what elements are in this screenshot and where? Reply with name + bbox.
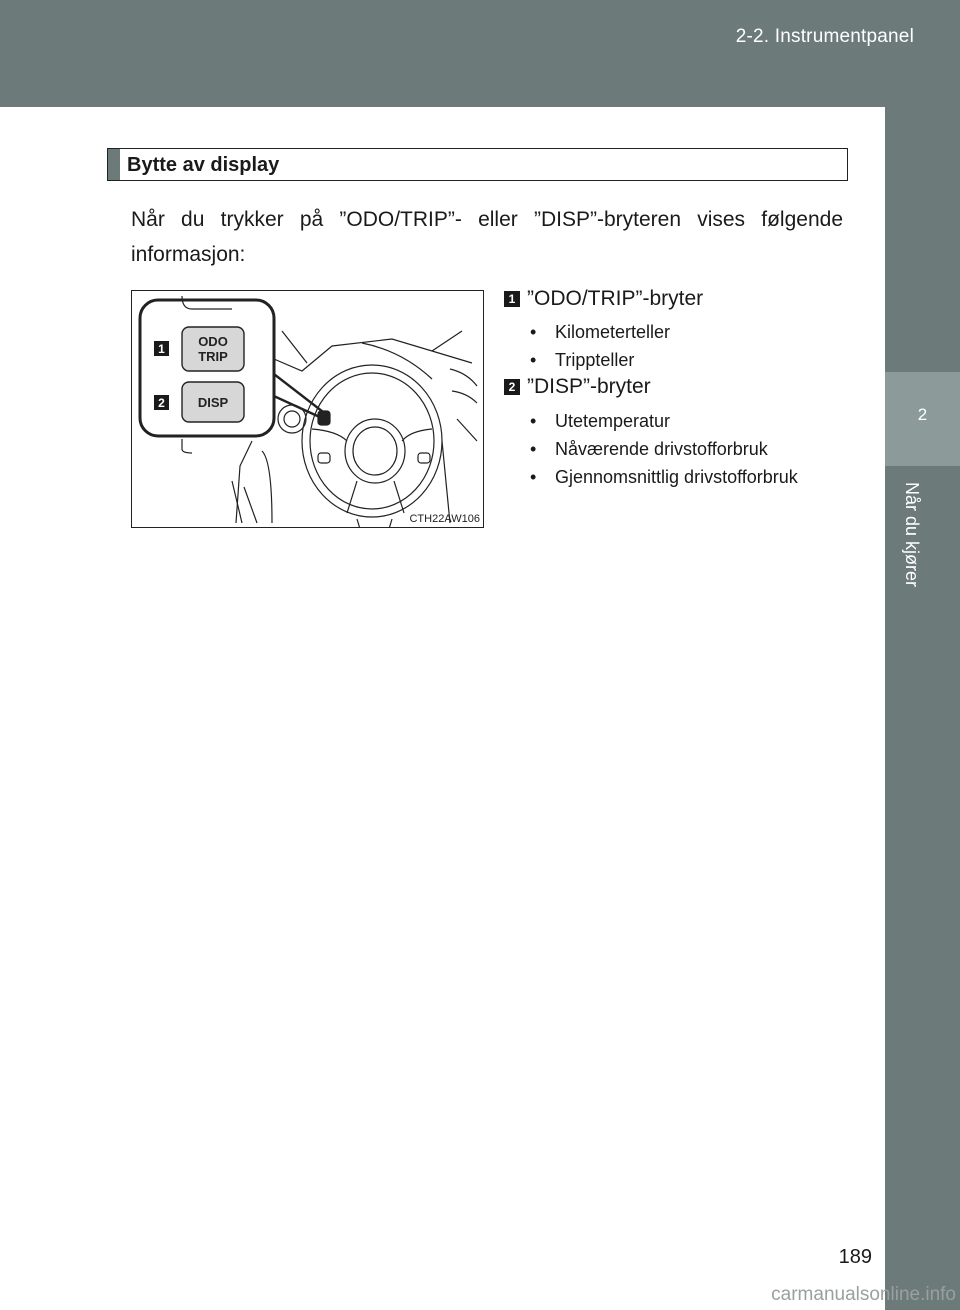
intro-paragraph: Når du trykker på ”ODO/TRIP”- eller ”DISP”-bryteren vises følgende informasjon: — [131, 208, 843, 266]
item-badge-1: 1 — [504, 291, 520, 307]
item-title-disp: ”DISP”-bryter — [527, 375, 651, 398]
bullet-dot: • — [530, 322, 537, 342]
odo-trip-button-label-line1: ODO — [198, 334, 228, 349]
header-section-title: 2-2. Instrumentpanel — [735, 26, 914, 47]
bullet-text: Gjennomsnittlig drivstofforbruk — [555, 467, 798, 487]
item-badge-2: 2 — [504, 379, 520, 395]
list-item — [530, 463, 798, 491]
list-item — [530, 318, 670, 346]
header-band — [0, 0, 960, 107]
disp-button-label: DISP — [197, 395, 229, 410]
bullet-dot: • — [530, 350, 537, 370]
section-heading-box — [107, 148, 848, 181]
chapter-title-vertical: Når du kjører — [902, 482, 922, 588]
heading-accent-bar — [108, 149, 120, 180]
chapter-number: 2 — [917, 405, 928, 424]
bullet-text: Utetemperatur — [555, 411, 671, 431]
page-number: 189 — [838, 1246, 872, 1268]
bullet-dot: • — [530, 467, 537, 487]
side-tab-lower — [885, 466, 960, 1310]
bullet-list-odo-trip — [530, 318, 670, 374]
list-item — [530, 407, 798, 435]
watermark: carmanualsonline.info — [771, 1284, 956, 1305]
list-item — [530, 435, 798, 463]
bullet-text: Nåværende drivstofforbruk — [555, 439, 768, 459]
figure-code: CTH22AW106 — [409, 513, 480, 525]
odo-trip-button-label-line2: TRIP — [198, 349, 228, 364]
steering-wheel-drawing — [132, 291, 484, 528]
bullet-text: Trippteller — [555, 350, 635, 370]
list-item — [530, 346, 670, 374]
bullet-list-disp — [530, 407, 798, 491]
item-title-odo-trip: ”ODO/TRIP”-bryter — [527, 287, 704, 310]
side-tab-upper — [885, 107, 960, 372]
section-heading: Bytte av display — [127, 154, 280, 176]
callout-badge-2: 2 — [158, 396, 165, 410]
bullet-dot: • — [530, 439, 537, 459]
callout-badge-1: 1 — [158, 342, 165, 356]
bullet-dot: • — [530, 411, 537, 431]
dashboard-illustration — [131, 290, 484, 528]
bullet-text: Kilometerteller — [555, 322, 671, 342]
